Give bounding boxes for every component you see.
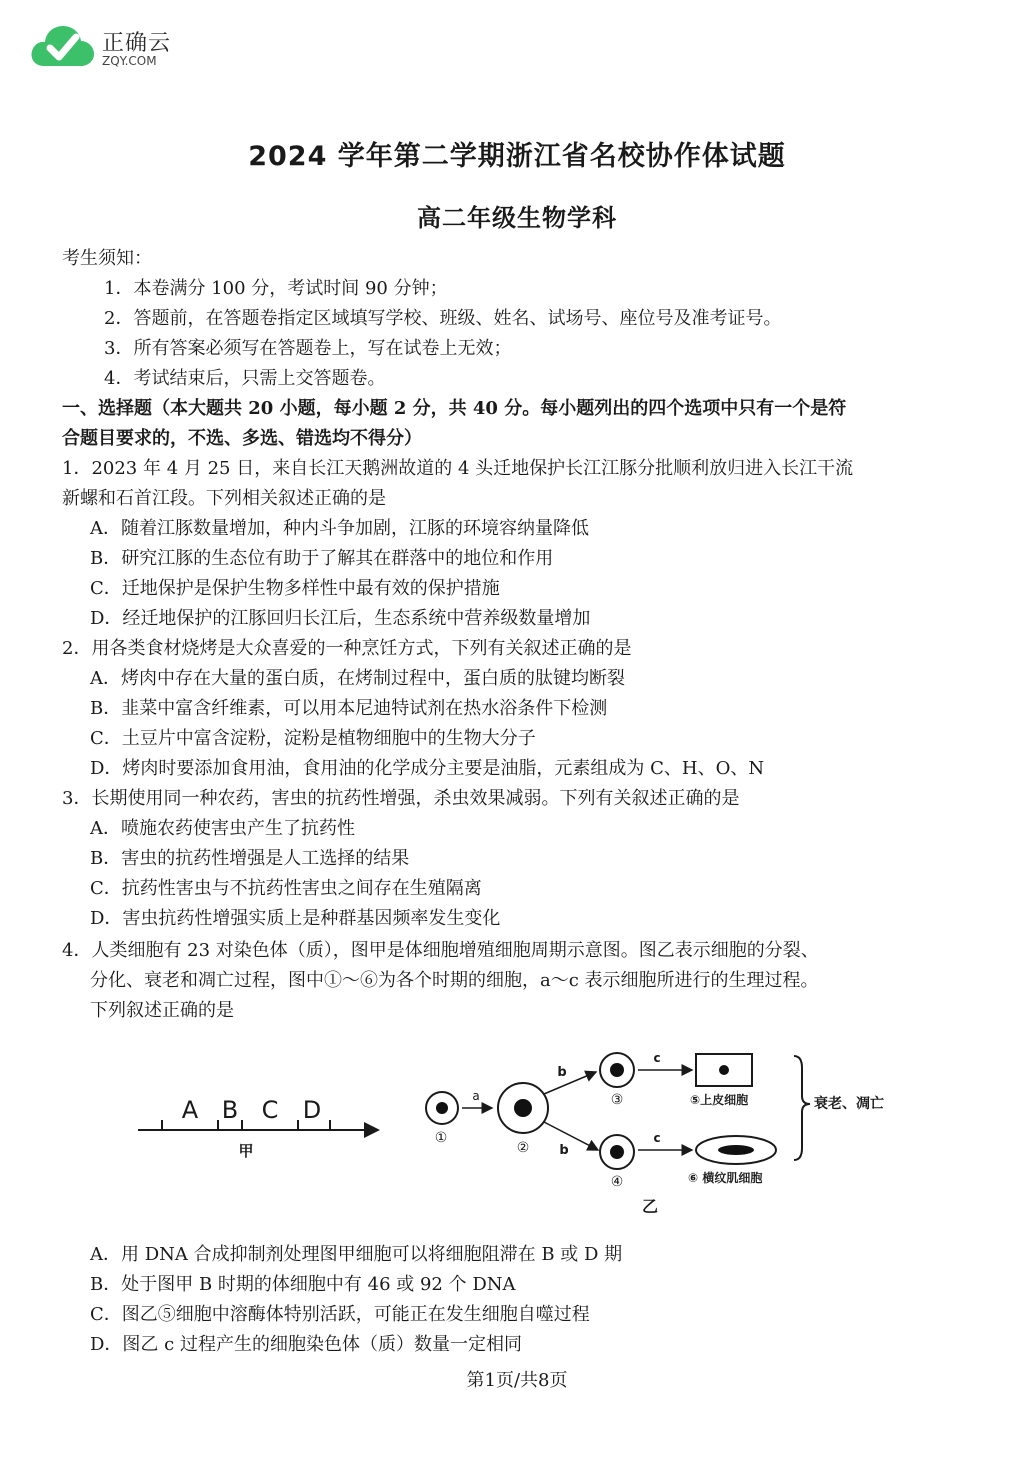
question-option: D．害虫抗药性增强实质上是种群基因频率发生变化 (90, 908, 501, 929)
section-heading: 合题目要求的，不选、多选、错选均不得分） (62, 428, 422, 449)
nucleus (719, 1065, 729, 1075)
brace (794, 1056, 810, 1160)
question-option: A．烤肉中存在大量的蛋白质，在烤制过程中，蛋白质的肽键均断裂 (90, 668, 625, 689)
nucleus (610, 1063, 624, 1077)
nucleus (436, 1102, 448, 1114)
figure-yi (426, 1051, 884, 1216)
cell-label: ② (516, 1140, 530, 1156)
nucleus (718, 1145, 754, 1155)
phase-label: B (221, 1096, 239, 1124)
cell-cycle-figure (130, 1046, 910, 1226)
cell-label: ③ (610, 1092, 624, 1108)
question-option: C．迁地保护是保护生物多样性中最有效的保护措施 (90, 578, 500, 599)
figure-jia (138, 1096, 378, 1160)
cell-label: ④ (610, 1174, 624, 1190)
notice-item: 2．答题前，在答题卷指定区域填写学校、班级、姓名、试场号、座位号及准考证号。 (104, 308, 782, 329)
question-stem: 分化、衰老和凋亡过程，图中①～⑥为各个时期的细胞，a～c 表示细胞所进行的生理过程。 (90, 970, 819, 991)
question-option: A．喷施农药使害虫产生了抗药性 (90, 818, 355, 839)
side-note: 衰老、凋亡 (814, 1096, 884, 1112)
brand-logo (30, 22, 190, 82)
question-option: B．处于图甲 B 时期的体细胞中有 46 或 92 个 DNA (90, 1274, 516, 1295)
question-option: D．图乙 c 过程产生的细胞染色体（质）数量一定相同 (90, 1334, 522, 1355)
question-option: B．害虫的抗药性增强是人工选择的结果 (90, 848, 410, 869)
nucleus (514, 1099, 532, 1117)
process-label: b (559, 1143, 569, 1158)
question-stem: 新螺和石首江段。下列相关叙述正确的是 (62, 488, 386, 509)
process-label: b (557, 1065, 567, 1080)
cell-5-label: ⑤上皮细胞 (690, 1093, 749, 1107)
figure-yi-label: 乙 (641, 1197, 659, 1216)
question-option: B．研究江豚的生态位有助于了解其在群落中的地位和作用 (90, 548, 554, 569)
notice-heading: 考生须知： (62, 248, 152, 269)
cell-6-label: ⑥ 横纹肌细胞 (688, 1171, 763, 1185)
question-stem: 2．用各类食材烧烤是大众喜爱的一种烹饪方式，下列有关叙述正确的是 (62, 638, 632, 659)
exam-title: 2024 学年第二学期浙江省名校协作体试题 (248, 141, 786, 172)
question-stem: 1．2023 年 4 月 25 日，来自长江天鹅洲故道的 4 头迁地保护长江江豚分批顺利放归进入长江干流 (62, 458, 854, 479)
question-option: C．抗药性害虫与不抗药性害虫之间存在生殖隔离 (90, 878, 482, 899)
notice-item: 3．所有答案必须写在答题卷上，写在试卷上无效； (104, 338, 512, 359)
process-label: c (653, 1051, 661, 1065)
phase-label: A (181, 1096, 199, 1124)
process-label: c (653, 1131, 661, 1145)
brand-name: 正确云 (102, 31, 172, 56)
question-option: A．随着江豚数量增加，种内斗争加剧，江豚的环境容纳量降低 (90, 518, 589, 539)
question-stem: 4．人类细胞有 23 对染色体（质），图甲是体细胞增殖细胞周期示意图。图乙表示细胞的分裂、 (62, 940, 819, 961)
exam-subtitle: 高二年级生物学科 (417, 204, 617, 232)
question-stem: 下列叙述正确的是 (90, 1000, 234, 1021)
page-number: 第1页/共8页 (466, 1370, 568, 1391)
notice-item: 4．考试结束后，只需上交答题卷。 (104, 368, 386, 389)
cloud-check-icon (30, 22, 96, 74)
process-label: a (472, 1089, 480, 1103)
question-option: B．韭菜中富含纤维素，可以用本尼迪特试剂在热水浴条件下检测 (90, 698, 608, 719)
question-option: C．土豆片中富含淀粉，淀粉是植物细胞中的生物大分子 (90, 728, 536, 749)
phase-label: D (302, 1096, 322, 1124)
question-option: D．经迁地保护的江豚回归长江后，生态系统中营养级数量增加 (90, 608, 591, 629)
brand-domain: ZQY.COM (102, 54, 157, 68)
section-heading: 一、选择题（本大题共 20 小题，每小题 2 分，共 40 分。每小题列出的四个选项中只有一个是符 (62, 398, 847, 419)
figure-jia-label: 甲 (238, 1142, 254, 1160)
question-stem: 3．长期使用同一种农药，害虫的抗药性增强，杀虫效果减弱。下列有关叙述正确的是 (62, 788, 740, 809)
nucleus (610, 1145, 624, 1159)
phase-label: C (261, 1096, 279, 1124)
question-option: A．用 DNA 合成抑制剂处理图甲细胞可以将细胞阻滞在 B 或 D 期 (90, 1244, 623, 1265)
question-option: D．烤肉时要添加食用油，食用油的化学成分主要是油脂，元素组成为 C、H、O、N (90, 758, 765, 779)
notice-item: 1．本卷满分 100 分，考试时间 90 分钟； (104, 278, 448, 299)
cell-label: ① (434, 1130, 448, 1146)
question-option: C．图乙⑤细胞中溶酶体特别活跃，可能正在发生细胞自噬过程 (90, 1304, 590, 1325)
